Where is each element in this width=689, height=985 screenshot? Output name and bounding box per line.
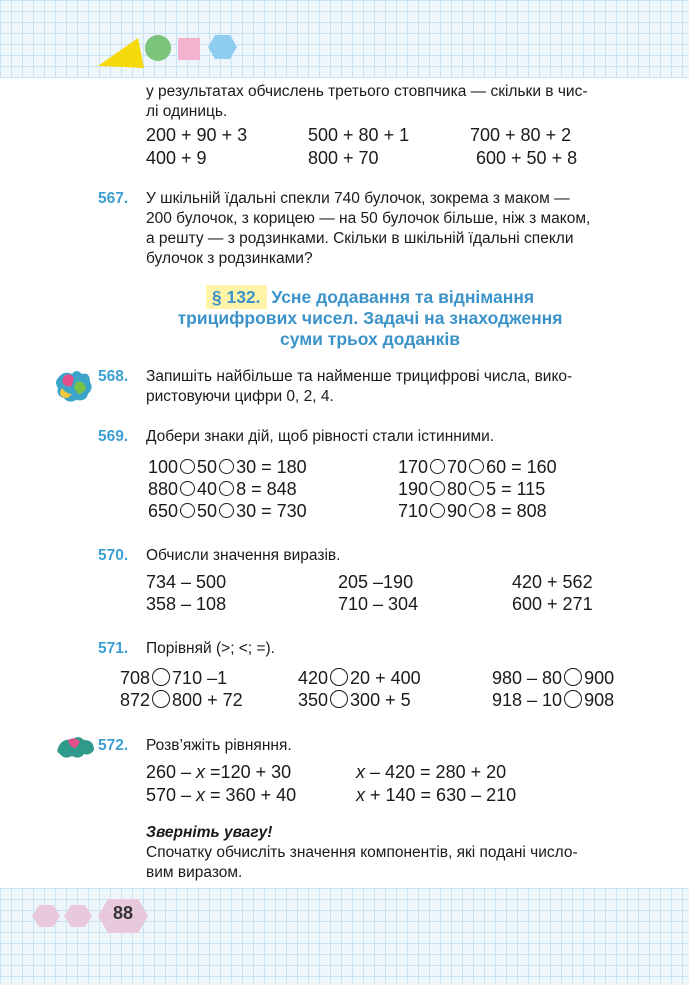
blank-circle[interactable] [430,503,445,518]
expression: 205 –190 [338,572,414,592]
note-text [146,843,646,883]
equation: x + 140 = 630 – 210 [356,785,517,805]
blank-circle[interactable] [430,481,445,496]
intro-expression: 700 + 80 + 2 [470,125,572,145]
blank-circle[interactable] [219,459,234,474]
task-567-line: булочок з родзинками? [146,250,313,267]
shapes-decoration [96,30,246,70]
blank-circle[interactable] [469,503,484,518]
intro-expression: 500 + 80 + 1 [308,125,410,145]
expression: 734 – 500 [146,572,227,592]
hexagon-shape [32,905,60,927]
comparison: 708 710 –1 [120,668,228,688]
blank-circle[interactable] [180,459,195,474]
note-title: Зверніть увагу! [146,824,273,841]
triangle-shape [98,38,144,68]
comparison: 420 20 + 400 [298,668,421,688]
expression: 358 – 108 [146,594,227,614]
equation-row: 190 80 5 = 115 [398,479,546,499]
expression: 710 – 304 [338,594,419,614]
blank-circle[interactable] [180,503,195,518]
task-number-570: 570. [98,547,129,564]
blank-circle[interactable] [430,459,445,474]
compare-circle[interactable] [564,690,582,708]
equation-row: 880 40 8 = 848 [148,479,297,499]
blank-circle[interactable] [219,503,234,518]
equation: x – 420 = 280 + 20 [356,762,507,782]
section-number: § 132. [206,285,267,309]
blank-circle[interactable] [469,459,484,474]
expression: 420 + 562 [512,572,593,592]
equation-row: 710 90 8 = 808 [398,501,547,521]
comparison: 872 800 + 72 [120,690,243,710]
hexagon-shape [64,905,92,927]
section-title-line: суми трьох доданків [279,329,461,349]
task-number-571: 571. [98,640,129,657]
intro-text [146,82,636,122]
intro-expression: 400 + 9 [146,148,207,168]
task-number-567: 567. [98,190,129,207]
compare-circle[interactable] [152,690,170,708]
hexagon-shape [208,35,237,59]
intro-expression: 200 + 90 + 3 [146,125,248,145]
square-shape [178,38,200,60]
note-line: вим виразом. [146,864,243,881]
task-568-text [146,367,646,407]
equation: 260 – x =120 + 30 [146,762,292,782]
intro-line: лі одиниць. [146,103,228,120]
equation-row: 100 50 30 = 180 [148,457,307,477]
compare-circle[interactable] [564,668,582,686]
blank-circle[interactable] [180,481,195,496]
task-number-568: 568. [98,368,129,385]
comparison: 980 – 80 900 [492,668,615,688]
puzzle-piece-icon [54,734,98,760]
equation-row: 650 50 30 = 730 [148,501,307,521]
blank-circle[interactable] [219,481,234,496]
note-line: Спочатку обчисліть значення компонентів, які подані число- [146,844,578,861]
circle-shape [145,35,171,61]
equation-row: 170 70 60 = 160 [398,457,557,477]
expression: 600 + 271 [512,594,593,614]
section-title-line: Усне додавання та віднімання [271,287,535,307]
intro-line: у результатах обчислень третього стовпчика — скільки в чис- [146,83,588,100]
compare-circle[interactable] [330,668,348,686]
blank-circle[interactable] [469,481,484,496]
task-568-line: Запишіть найбільше та найменше трицифрові числа, вико- [146,368,573,385]
task-571-text: Порівняй (>; <; =). [146,640,275,657]
task-567-line: У шкільній їдальні спекли 740 булочок, зокрема з маком — [146,190,570,207]
intro-expression: 600 + 50 + 8 [476,148,578,168]
task-570-text: Обчисли значення виразів. [146,547,341,564]
task-567-line: 200 булочок, з корицею — на 50 булочок більше, ніж з маком, [146,210,591,227]
comparison: 918 – 10 908 [492,690,615,710]
intro-expression: 800 + 70 [308,148,379,168]
puzzle-icon [54,368,96,402]
task-number-572: 572. [98,737,129,754]
task-number-569: 569. [98,428,129,445]
section-title-line: трицифрових чисел. Задачі на знаходження [177,308,563,328]
task-567-text [146,189,646,269]
task-572-text: Розв’яжіть рівняння. [146,737,292,754]
section-heading [130,287,610,350]
comparison: 350 300 + 5 [298,690,411,710]
compare-circle[interactable] [330,690,348,708]
compare-circle[interactable] [152,668,170,686]
task-567-line: а решту — з родзинками. Скільки в шкільній їдальні спекли [146,230,574,247]
task-569-text: Добери знаки дій, щоб рівності стали істинними. [146,428,495,445]
task-568-line: ристовуючи цифри 0, 2, 4. [146,388,334,405]
equation: 570 – x = 360 + 40 [146,785,297,805]
page-number: 88 [112,903,134,923]
